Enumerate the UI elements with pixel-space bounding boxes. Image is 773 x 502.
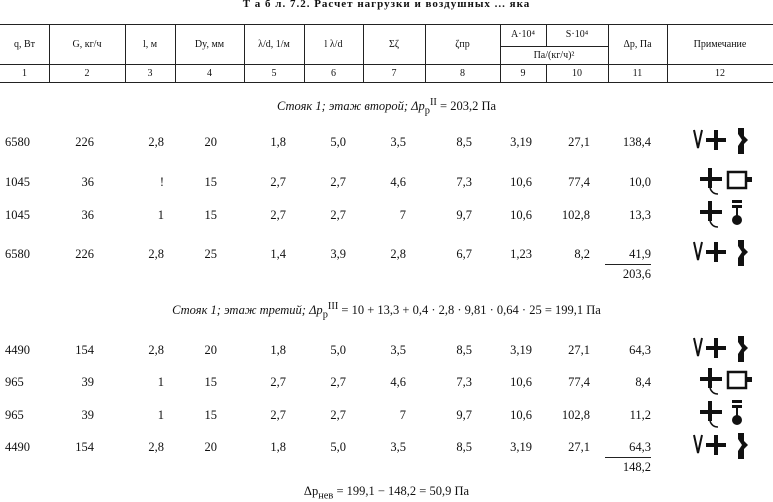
cell-A: 3,19 <box>510 440 532 454</box>
cell-lld: 3,9 <box>330 247 346 261</box>
cell-q: 1045 <box>5 208 30 222</box>
header-bottom-rule <box>0 82 773 83</box>
cell-A: 10,6 <box>510 175 532 189</box>
cell-lld: 2,7 <box>330 375 346 389</box>
cell-D: 25 <box>204 247 217 261</box>
col-number: 8 <box>460 68 465 79</box>
cell-S: 102,8 <box>561 208 590 222</box>
col-number: 4 <box>207 68 212 79</box>
cell-ld: 1,8 <box>270 440 286 454</box>
header-zeta-pr: ζпр <box>455 39 470 50</box>
cell-sz: 3,5 <box>390 440 406 454</box>
cell-dp-total: 203,6 <box>622 267 651 281</box>
cell-A: 1,23 <box>510 247 532 261</box>
cell-zpr: 9,7 <box>456 208 472 222</box>
cell-dp: 13,3 <box>629 208 651 222</box>
cell-sz: 4,6 <box>390 175 406 189</box>
cell-G: 39 <box>81 375 94 389</box>
header-units-AS: Па/(кг/ч)² <box>533 50 575 61</box>
cell-dp: 138,4 <box>622 135 651 149</box>
cell-ld: 2,7 <box>270 408 286 422</box>
cell-ld: 1,8 <box>270 343 286 357</box>
cell-S: 27,1 <box>568 440 590 454</box>
cell-D: 15 <box>204 408 217 422</box>
col-number: 10 <box>572 68 582 79</box>
cell-q: 965 <box>5 375 24 389</box>
col-number: 6 <box>331 68 336 79</box>
cell-sz: 3,5 <box>390 343 406 357</box>
valve-radiator-icon <box>688 431 760 466</box>
col-number: 5 <box>271 68 277 79</box>
cell-lld: 5,0 <box>330 440 346 454</box>
cell-q: 965 <box>5 408 24 422</box>
section-caption-floor-3: Стояк 1; этаж третий; $\Delta p_р^{III} = 10 + 13,3 + 0,4 \cdot 2,8 \cdot 9,81 \cdot 0,64 \cdot 25 = 199,1$ Па <box>172 301 601 321</box>
cell-G: 154 <box>75 440 94 454</box>
cell-G: 226 <box>75 135 94 149</box>
valve-radiator-icon <box>688 126 760 161</box>
cell-zpr: 7,3 <box>456 375 472 389</box>
cell-zpr: 8,5 <box>456 135 472 149</box>
cell-l: 2,8 <box>148 440 164 454</box>
cell-sz: 2,8 <box>390 247 406 261</box>
header-lambda-d: λ/d, 1/м <box>258 39 290 50</box>
col-number: 12 <box>715 68 725 79</box>
tee-box-icon <box>688 366 760 401</box>
col-number: 9 <box>520 68 526 79</box>
cell-A: 10,6 <box>510 375 532 389</box>
cell-zpr: 8,5 <box>456 440 472 454</box>
cell-dp: 11,2 <box>629 408 651 422</box>
cell-G: 36 <box>81 175 94 189</box>
cell-dp: 8,4 <box>635 375 651 389</box>
cell-dp: 64,3 <box>605 440 651 458</box>
cell-D: 15 <box>204 175 217 189</box>
col-number: 7 <box>391 68 397 79</box>
cell-q: 6580 <box>5 135 30 149</box>
header-q: q, Вт <box>13 39 36 50</box>
cell-S: 102,8 <box>561 408 590 422</box>
cell-zpr: 6,7 <box>456 247 472 261</box>
cell-A: 10,6 <box>510 208 532 222</box>
cell-l: 2,8 <box>148 247 164 261</box>
cell-zpr: 8,5 <box>456 343 472 357</box>
cell-ld: 2,7 <box>270 208 286 222</box>
header-G: G, кг/ч <box>72 39 102 50</box>
col-number: 1 <box>22 68 27 79</box>
tee-valve-icon <box>688 399 760 434</box>
cell-S: 27,1 <box>568 135 590 149</box>
cell-dp <box>605 440 651 475</box>
cell-G: 36 <box>81 208 94 222</box>
header-l: l, м <box>142 39 158 50</box>
cell-sz: 7 <box>399 208 406 222</box>
cell-D: 20 <box>204 440 217 454</box>
cell-S: 27,1 <box>568 343 590 357</box>
cell-l: 1 <box>157 375 164 389</box>
cell-A: 3,19 <box>510 135 532 149</box>
header-sum-zeta: Σζ <box>389 39 399 50</box>
cell-G: 154 <box>75 343 94 357</box>
header-A: A·10⁴ <box>510 29 536 40</box>
cell-sz: 7 <box>399 408 406 422</box>
table-title: Т а б л. 7.2. Расчет нагрузки и воздушных ... яка <box>242 0 531 10</box>
cell-l: 2,8 <box>148 135 164 149</box>
cell-q: 6580 <box>5 247 30 261</box>
cell-A: 3,19 <box>510 343 532 357</box>
valve-radiator-icon <box>688 238 760 273</box>
cell-q: 4490 <box>5 343 30 357</box>
cell-dp: 41,9 <box>605 247 651 265</box>
cell-lld: 5,0 <box>330 343 346 357</box>
cell-l: 2,8 <box>148 343 164 357</box>
header-l-lambda-d: l λ/d <box>324 39 343 50</box>
cell-ld: 2,7 <box>270 375 286 389</box>
header-dp: Δp, Па <box>623 39 652 50</box>
cell-S: 8,2 <box>574 247 590 261</box>
cell-D: 20 <box>204 343 217 357</box>
cell-sz: 3,5 <box>390 135 406 149</box>
cell-dp-total: 148,2 <box>622 460 651 474</box>
cell-l: ! <box>159 175 164 189</box>
cell-S: 77,4 <box>568 375 590 389</box>
cell-D: 20 <box>204 135 217 149</box>
header-D: Dy, мм <box>194 39 225 50</box>
header-top-rule <box>0 24 773 25</box>
cell-q: 4490 <box>5 440 30 454</box>
valve-radiator-icon <box>688 334 760 369</box>
col-number: 2 <box>84 68 90 79</box>
cell-D: 15 <box>204 208 217 222</box>
footer-formula: $\Delta p_{нев} = 199,1 - 148,2 = 50,9$ Па <box>303 484 470 502</box>
cell-q: 1045 <box>5 175 30 189</box>
cell-S: 77,4 <box>568 175 590 189</box>
cell-lld: 2,7 <box>330 408 346 422</box>
cell-G: 226 <box>75 247 94 261</box>
cell-sz: 4,6 <box>390 375 406 389</box>
col-number: 3 <box>147 68 153 79</box>
cell-zpr: 7,3 <box>456 175 472 189</box>
cell-l: 1 <box>157 408 164 422</box>
col-number: 11 <box>632 68 643 79</box>
cell-ld: 1,8 <box>270 135 286 149</box>
cell-zpr: 9,7 <box>456 408 472 422</box>
cell-ld: 1,4 <box>270 247 286 261</box>
cell-G: 39 <box>81 408 94 422</box>
header-S: S·10⁴ <box>565 29 589 40</box>
cell-lld: 5,0 <box>330 135 346 149</box>
cell-l: 1 <box>157 208 164 222</box>
tee-box-icon <box>688 166 760 201</box>
cell-dp <box>605 247 651 282</box>
cell-D: 15 <box>204 375 217 389</box>
cell-A: 10,6 <box>510 408 532 422</box>
cell-lld: 2,7 <box>330 208 346 222</box>
header-mid-rule <box>0 64 773 65</box>
header-note: Примечание <box>693 39 747 50</box>
units-rule <box>500 46 608 47</box>
cell-dp: 64,3 <box>629 343 651 357</box>
section-caption-floor-2: Стояк 1; этаж второй; $\Delta p_р^{II} = 203,2$ Па <box>276 97 497 117</box>
tee-valve-icon <box>688 199 760 234</box>
cell-dp: 10,0 <box>629 175 651 189</box>
cell-lld: 2,7 <box>330 175 346 189</box>
cell-ld: 2,7 <box>270 175 286 189</box>
